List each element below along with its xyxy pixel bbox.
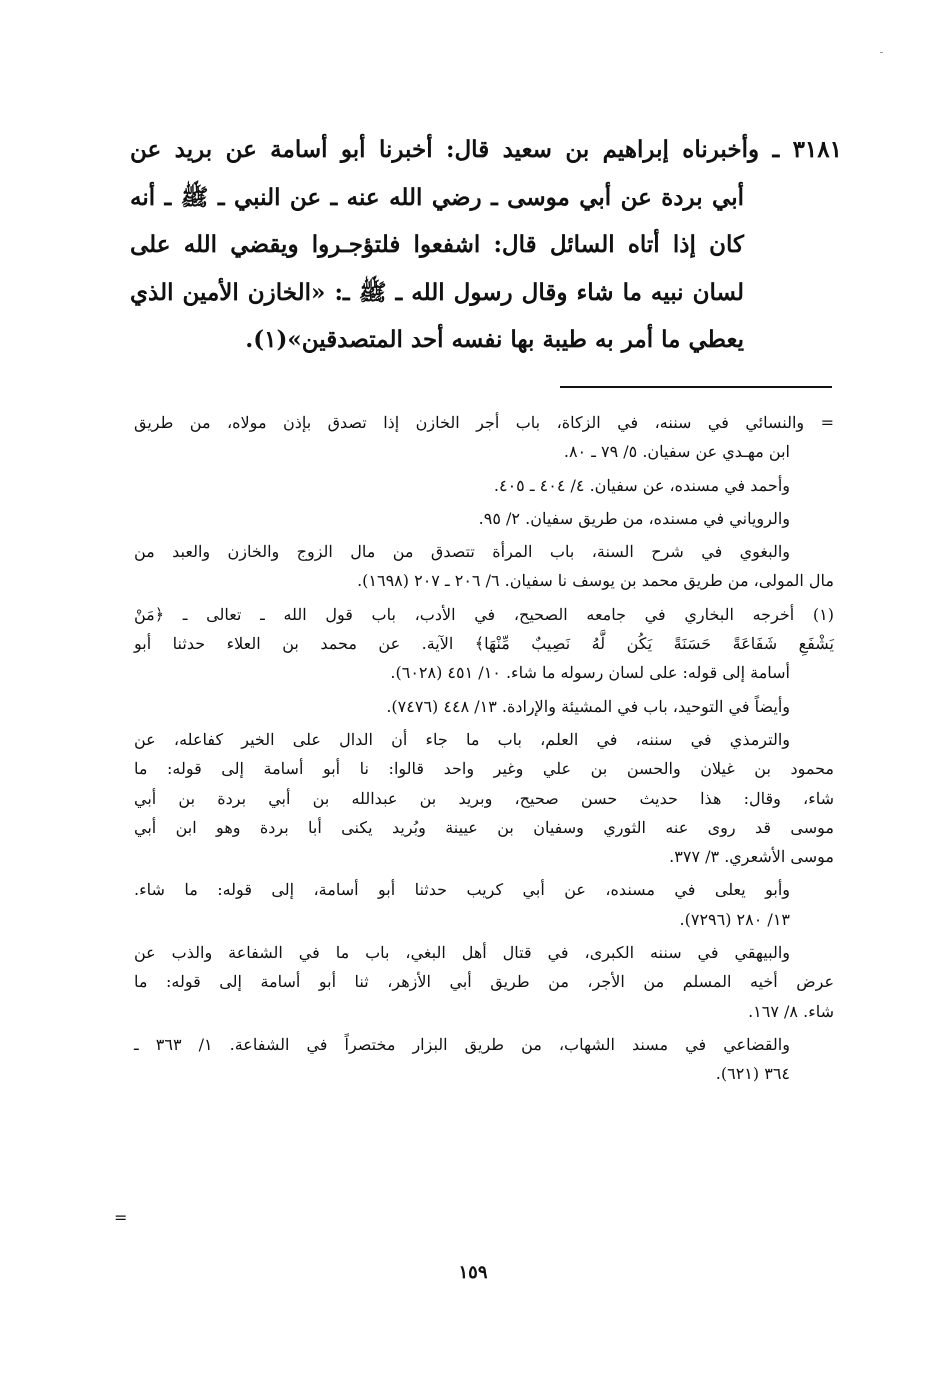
- footnote-line: والقضاعي في مسند الشهاب، من طريق البزار مختصراً في الشفاعة. ١/ ٣٦٣ ـ: [134, 1034, 790, 1054]
- hadith-line: أبي بردة عن أبي موسى ـ رضي الله عنه ـ عن النبي ـ ﷺ ـ أنه: [130, 183, 744, 211]
- footnote-line: (١) أخرجه البخاري في جامعه الصحيح، في الأدب، باب قول الله ـ تعالى ـ ﴿مَنْ: [134, 604, 834, 624]
- hadith-line: كان إذا أتاه السائل قال: اشفعوا فلتؤجـروا ويقضي الله على: [130, 231, 744, 258]
- hadith-line: ٣١٨١ ـ وأخبرناه إبراهيم بن سعيد قال: أخبرنا أبو أسامة عن بريد عن: [130, 136, 842, 163]
- footnote-line: محمود بن غيلان والحسن بن علي وغير واحد قالوا: نا أبو أسامة إلى قوله: ما: [134, 759, 834, 779]
- footnote-line: يَشْفَعِ شَفَاعَةً حَسَنَةً يَكُن لَّهُ نَصِيبٌ مِّنْهَا﴾ الآية. عن محمد بن العلاء حدثنا أبو: [134, 634, 834, 654]
- footnote-divider: [560, 386, 832, 388]
- footnote-line: موسى قد روى عنه الثوري وسفيان بن عيينة وبُريد يكنى أبا بردة وهو ابن أبي: [134, 817, 834, 837]
- footnote-line: = والنسائي في سننه، في الزكاة، باب أجر الخازن إذا تصدق بإذن مولاه، من طريق: [134, 413, 834, 432]
- footnote-line: والترمذي في سننه، في العلم، باب ما جاء أن الدال على الخير كفاعله، عن: [134, 729, 790, 749]
- footnote-line: ١٣/ ٢٨٠ (٧٢٩٦).: [679, 909, 790, 929]
- footnote-line: أسامة إلى قوله: على لسان رسوله ما شاء. ١٠/ ٤٥١ (٦٠٢٨).: [390, 663, 790, 683]
- page-number: ١٥٩: [458, 1262, 488, 1283]
- footnote-line: والروياني في مسنده، من طريق سفيان. ٢/ ٩٥.: [478, 508, 790, 528]
- hadith-text: [130, 126, 842, 364]
- footnote-line: وأحمد في مسنده، عن سفيان. ٤/ ٤٠٤ ـ ٤٠٥.: [493, 475, 790, 495]
- footnote-line: وأيضاً في التوحيد، باب في المشيئة والإرادة. ١٣/ ٤٤٨ (٧٤٧٦).: [386, 696, 790, 716]
- footnote-line: وأبو يعلى في مسنده، عن أبي كريب حدثنا أبو أسامة، إلى قوله: ما شاء.: [134, 880, 790, 900]
- footnote-line: شاء. ٨/ ١٦٧.: [748, 1001, 834, 1021]
- continuation-marker: =: [114, 1208, 128, 1227]
- footnote-line: شاء، وقال: هذا حديث حسن صحيح، وبريد بن عبدالله بن أبي بردة بن أبي: [134, 788, 834, 808]
- footnote-line: ٣٦٤ (٦٢١).: [715, 1064, 790, 1084]
- hadith-line: لسان نبيه ما شاء وقال رسول الله ـ ﷺ ـ: «الخازن الأمين الذي: [130, 278, 744, 306]
- footnote-line: موسى الأشعري. ٣/ ٣٧٧.: [669, 847, 834, 867]
- footnotes: [134, 408, 834, 1089]
- footnote-line: مال المولى، من طريق محمد بن يوسف نا سفيان. ٦/ ٢٠٦ ـ ٢٠٧ (١٦٩٨).: [357, 571, 834, 591]
- footnote-line: والبيهقي في سننه الكبرى، في قتال أهل البغي، باب ما في الشفاعة والذب عن: [134, 943, 790, 963]
- footnote-line: والبغوي في شرح السنة، باب المرأة تتصدق من مال الزوج والخازن والعبد من: [134, 542, 790, 562]
- footnote-line: ابن مهـدي عن سفيان. ٥/ ٧٩ ـ ٨٠.: [563, 442, 790, 462]
- scan-mark: [880, 52, 883, 53]
- hadith-line: يعطي ما أمر به طيبة بها نفسه أحد المتصدقين»(١).: [245, 326, 744, 353]
- footnote-line: عرض أخيه المسلم من الأجر، من طريق أبي الأزهر، ثنا أبو أسامة إلى قوله: ما: [134, 972, 834, 992]
